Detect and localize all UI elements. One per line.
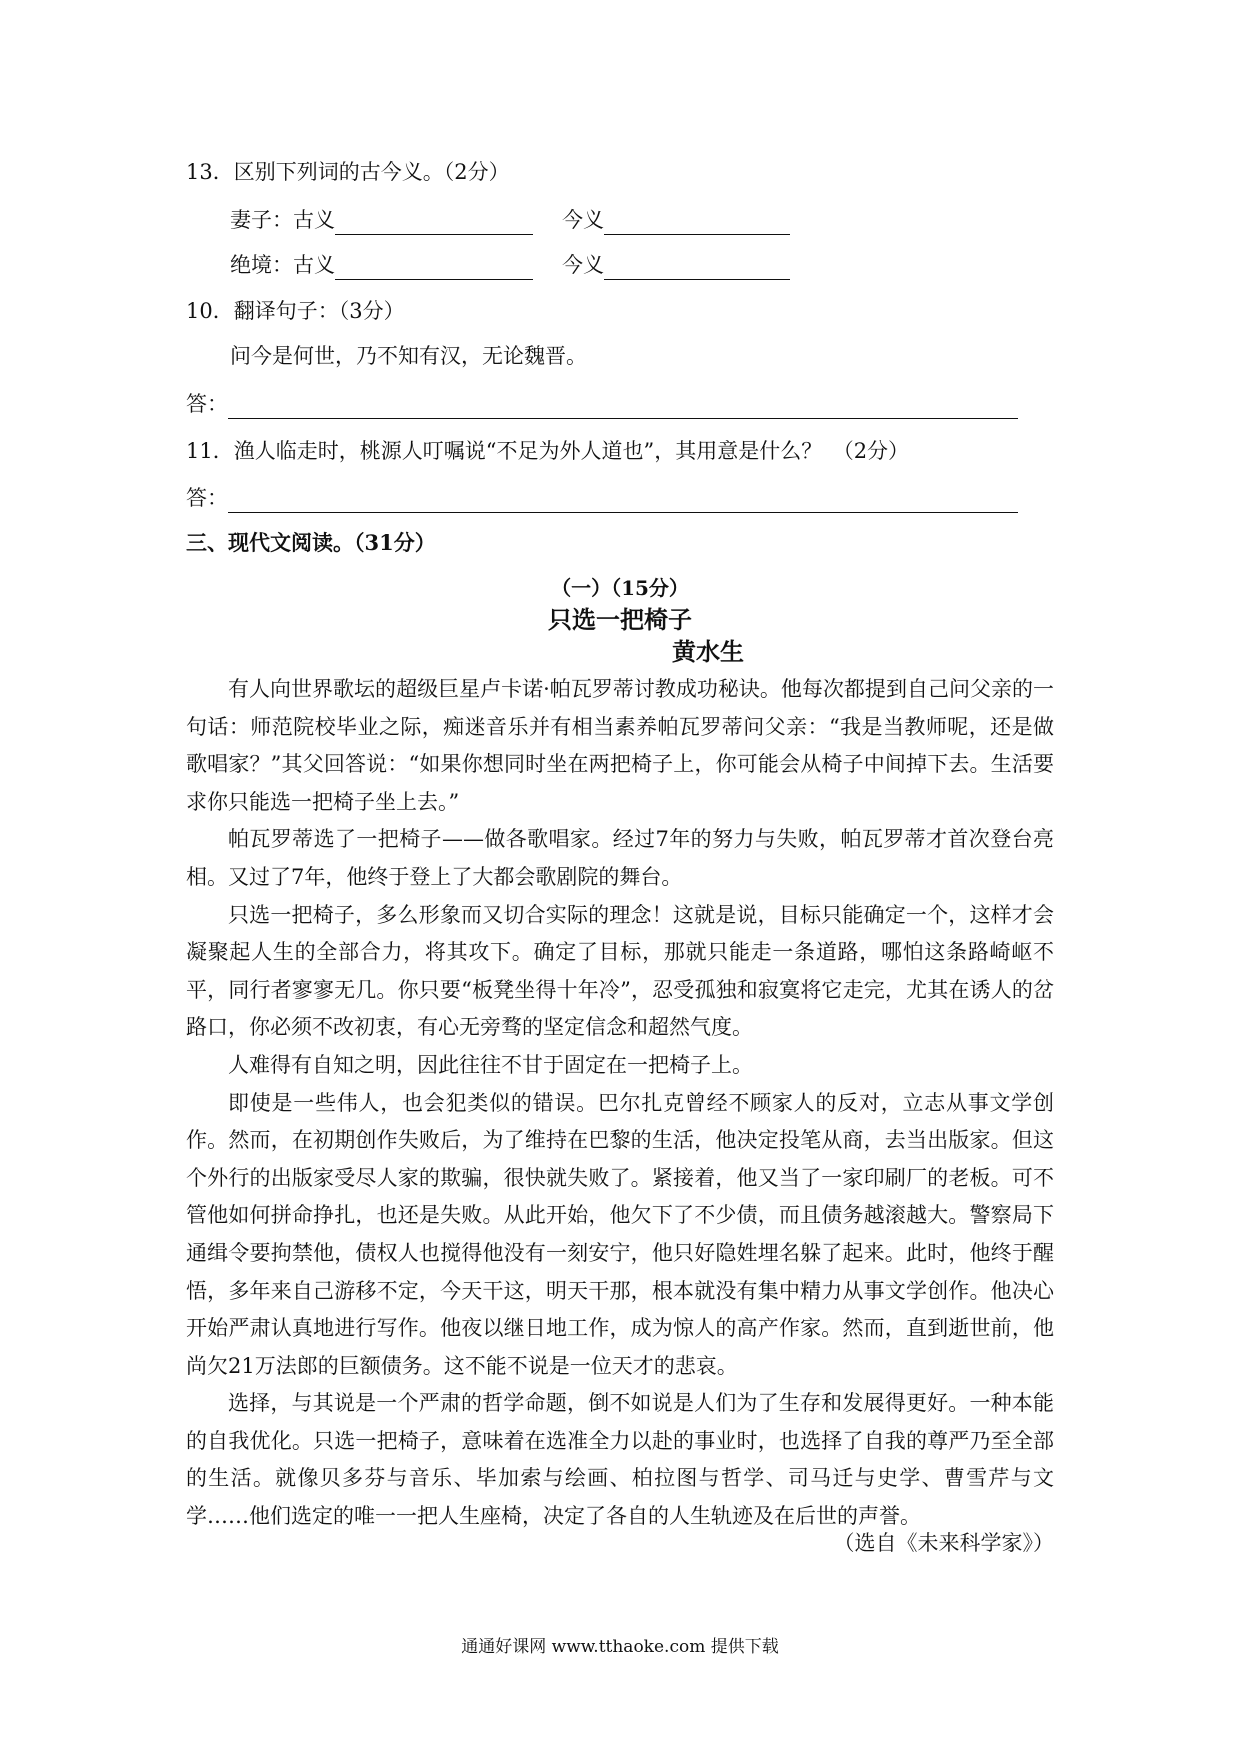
q11-prompt: 11．渔人临走时，桃源人叮嘱说“不足为外人道也”，其用意是什么？ （2分） <box>186 439 910 463</box>
q10-answer-label: 答： <box>186 392 228 416</box>
passage-author: 黄水生 <box>672 637 744 666</box>
passage-source: （选自《未来科学家》） <box>833 1531 1054 1555</box>
section-3-heading: 三、现代文阅读。（31分） <box>186 530 436 555</box>
q13-row-2-modern-blank[interactable] <box>604 257 790 280</box>
passage-body <box>186 671 1054 1536</box>
q13-row-2 <box>230 250 533 280</box>
passage-paragraph-5: 即使是一些伟人，也会犯类似的错误。巴尔扎克曾经不顾家人的反对，立志从事文学创作。然而，在初期创作失败后，为了维持在巴黎的生活，他决定投笔从商，去当出版家。但这个外行的出版家受尽人家的欺骗，很快就失败了。紧接着，他又当了一家印刷厂的老板。可不管他如何拼命挣扎，也还是失败。从此开始，他欠下了不少债，而且债务越滚越大。警察局下通缉令要拘禁他，债权人也搅得他没有一刻安宁，他只好隐姓埋名躲了起来。此时，他终于醒悟，多年来自己游移不定，今天干这，明天干那，根本就没有集中精力从事文学创作。他决心开始严肃认真地进行写作。他夜以继日地工作，成为惊人的高产作家。然而，直到逝世前，他尚欠21万法郎的巨额债务。这不能不说是一位天才的悲哀。 <box>186 1090 1054 1378</box>
passage-paragraph-2: 帕瓦罗蒂选了一把椅子——做各歌唱家。经过7年的努力与失败，帕瓦罗蒂才首次登台亮相。又过了7年，他终于登上了大都会歌剧院的舞台。 <box>186 827 1054 889</box>
q10-answer-line <box>186 389 1018 419</box>
q13-row-1-modern-label: 今义 <box>562 208 604 232</box>
q13-row-2-modern <box>562 250 790 280</box>
passage-paragraph-1: 有人向世界歌坛的超级巨星卢卡诺·帕瓦罗蒂讨教成功秘诀。他每次都提到自己问父亲的一句话：师范院校毕业之际，痴迷音乐并有相当素养帕瓦罗蒂问父亲：“我是当教师呢，还是做歌唱家？”其父回答说：“如果你想同时坐在两把椅子上，你可能会从椅子中间掉下去。生活要求你只能选一把椅子坐上去。” <box>186 677 1054 814</box>
passage-paragraph-4: 人难得有自知之明，因此往往不甘于固定在一把椅子上。 <box>228 1052 753 1077</box>
passage-title: 只选一把椅子 <box>548 605 692 634</box>
q11-answer-line <box>186 483 1018 513</box>
q13-row-1-modern <box>562 205 790 235</box>
passage-part-label: （一）（15分） <box>551 576 689 600</box>
q13-row-1-modern-blank[interactable] <box>604 212 790 235</box>
q11-answer-label: 答： <box>186 486 228 510</box>
q13-row-2-ancient-blank[interactable] <box>335 257 533 280</box>
q11-answer-blank[interactable] <box>228 490 1018 513</box>
q10-sentence: 问今是何世，乃不知有汉，无论魏晋。 <box>230 344 587 368</box>
q13-row-1 <box>230 205 533 235</box>
passage-paragraph-3: 只选一把椅子，多么形象而又切合实际的理念！这就是说，目标只能确定一个，这样才会凝聚起人生的全部合力，将其攻下。确定了目标，那就只能走一条道路，哪怕这条路崎岖不平，同行者寥寥无几。你只要“板凳坐得十年冷”，忍受孤独和寂寞将它走完，尤其在诱人的岔路口，你必须不改初衷，有心无旁骛的坚定信念和超然气度。 <box>186 902 1054 1040</box>
q13-row-2-modern-label: 今义 <box>562 253 604 277</box>
q13-row-2-word: 绝境：古义 <box>230 253 335 277</box>
page-footer: 通通好课网 www.tthaoke.com 提供下载 <box>461 1637 779 1657</box>
q13-row-1-word: 妻子：古义 <box>230 208 335 232</box>
passage-paragraph-6: 选择，与其说是一个严肃的哲学命题，倒不如说是人们为了生存和发展得更好。一种本能的自我优化。只选一把椅子，意味着在选准全力以赴的事业时，也选择了自我的尊严乃至全部的生活。就像贝多芬与音乐、毕加索与绘画、柏拉图与哲学、司马迁与史学、曹雪芹与文学……他们选定的唯一一把人生座椅，决定了各自的人生轨迹及在后世的声誉。 <box>186 1391 1054 1529</box>
q10-prompt: 10．翻译句子：（3分） <box>186 299 405 323</box>
q13-prompt: 13．区别下列词的古今义。（2分） <box>186 160 510 184</box>
q13-row-1-ancient-blank[interactable] <box>335 212 533 235</box>
q10-answer-blank[interactable] <box>228 396 1018 419</box>
